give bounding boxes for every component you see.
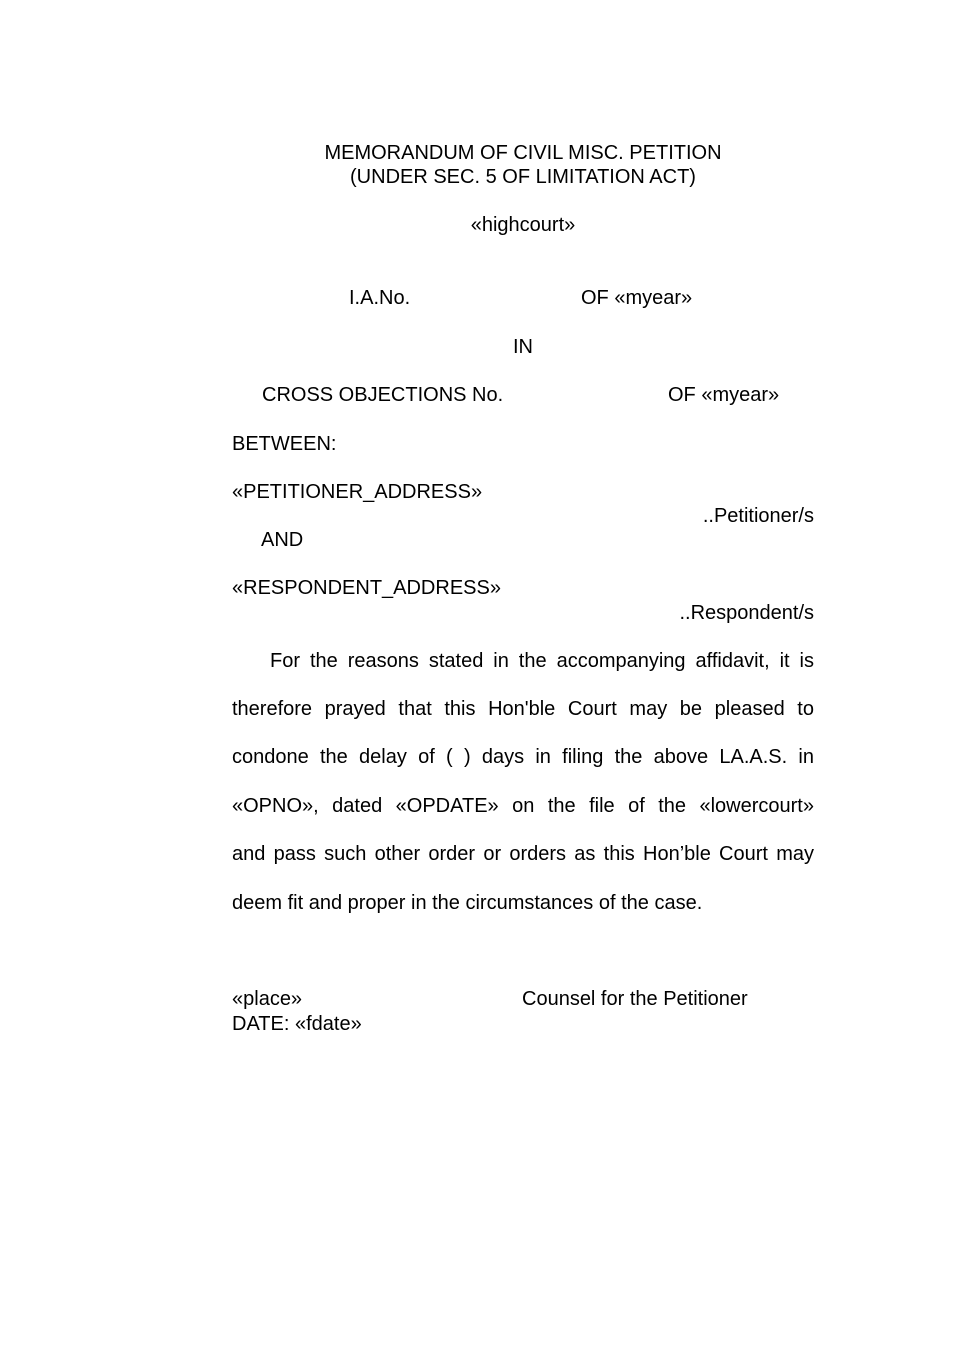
ia-year-field: OF «myear»	[581, 287, 693, 309]
court-name-field: «highcourt»	[470, 214, 576, 236]
date-field: DATE: «fdate»	[232, 1013, 362, 1035]
prayer-line-6: deem fit and proper in the circumstances of the case.	[232, 892, 703, 914]
and-label: AND	[261, 529, 304, 551]
between-label: BETWEEN:	[232, 433, 337, 455]
ia-number-label: I.A.No.	[349, 287, 411, 309]
prayer-line-4: «OPNO», dated «OPDATE» on the file of the «lowercourt»	[232, 795, 814, 817]
prayer-line-2: therefore prayed that this Hon'ble Court may be pleased to	[232, 698, 814, 720]
prayer-line-3: condone the delay of ( ) days in filing the above LA.A.S. in	[232, 746, 814, 768]
prayer-line-1: For the reasons stated in the accompanying affidavit, it is	[270, 650, 814, 672]
cross-objections-year-field: OF «myear»	[668, 384, 780, 406]
place-field: «place»	[232, 988, 303, 1010]
respondent-address-field: «RESPONDENT_ADDRESS»	[232, 577, 501, 599]
document-title: MEMORANDUM OF CIVIL MISC. PETITION	[324, 142, 722, 164]
document-subtitle: (UNDER SEC. 5 OF LIMITATION ACT)	[350, 166, 696, 188]
petitioner-address-field: «PETITIONER_ADDRESS»	[232, 481, 483, 503]
cross-objections-label: CROSS OBJECTIONS No.	[262, 384, 504, 406]
respondent-role-label: ..Respondent/s	[679, 602, 814, 624]
in-label: IN	[513, 336, 533, 358]
counsel-signature-label: Counsel for the Petitioner	[522, 988, 748, 1010]
prayer-line-5: and pass such other order or orders as this Hon’ble Court may	[232, 843, 814, 865]
petitioner-role-label: ..Petitioner/s	[702, 505, 814, 527]
